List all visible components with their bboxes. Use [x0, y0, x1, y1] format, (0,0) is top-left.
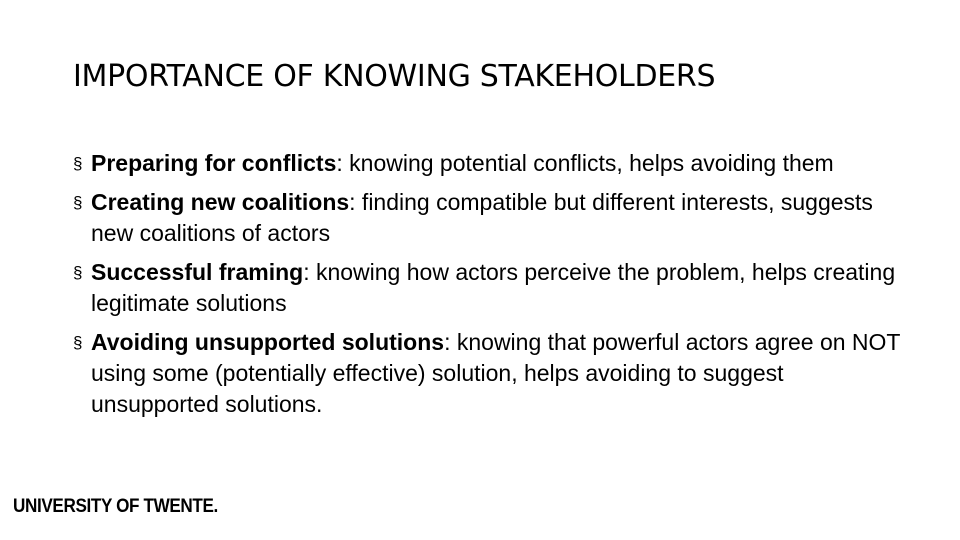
bullet-item-preparing-for-conflicts — [73, 148, 903, 179]
bullet-text: : knowing how actors perceive the problem, helps creating legitimate solutions — [91, 259, 896, 316]
bullet-term: Creating new coalitions — [91, 189, 350, 215]
bullet-item-successful-framing — [73, 257, 903, 319]
bullet-item-avoiding-unsupported-solutions — [73, 327, 903, 420]
bullet-item-creating-new-coalitions — [73, 187, 903, 249]
bullet-term: Avoiding unsupported solutions — [91, 329, 445, 355]
bullet-marker: § — [73, 154, 83, 173]
bullet-list — [73, 148, 903, 428]
bullet-text: : knowing that powerful actors agree on NOT using some (potentially effective) solution, helps avoiding to suggest unsupported solutions. — [91, 329, 901, 417]
bullet-marker: § — [73, 263, 83, 282]
bullet-text: : finding compatible but different interests, suggests new coalitions of actors — [91, 189, 873, 246]
slide-title: IMPORTANCE OF KNOWING STAKEHOLDERS — [73, 59, 716, 94]
bullet-term: Successful framing — [91, 259, 304, 285]
university-logo: UNIVERSITY OF TWENTE. — [13, 496, 218, 517]
bullet-marker: § — [73, 333, 83, 352]
bullet-marker: § — [73, 193, 83, 212]
bullet-term: Preparing for conflicts — [91, 150, 337, 176]
bullet-text: : knowing potential conflicts, helps avoiding them — [336, 150, 834, 176]
